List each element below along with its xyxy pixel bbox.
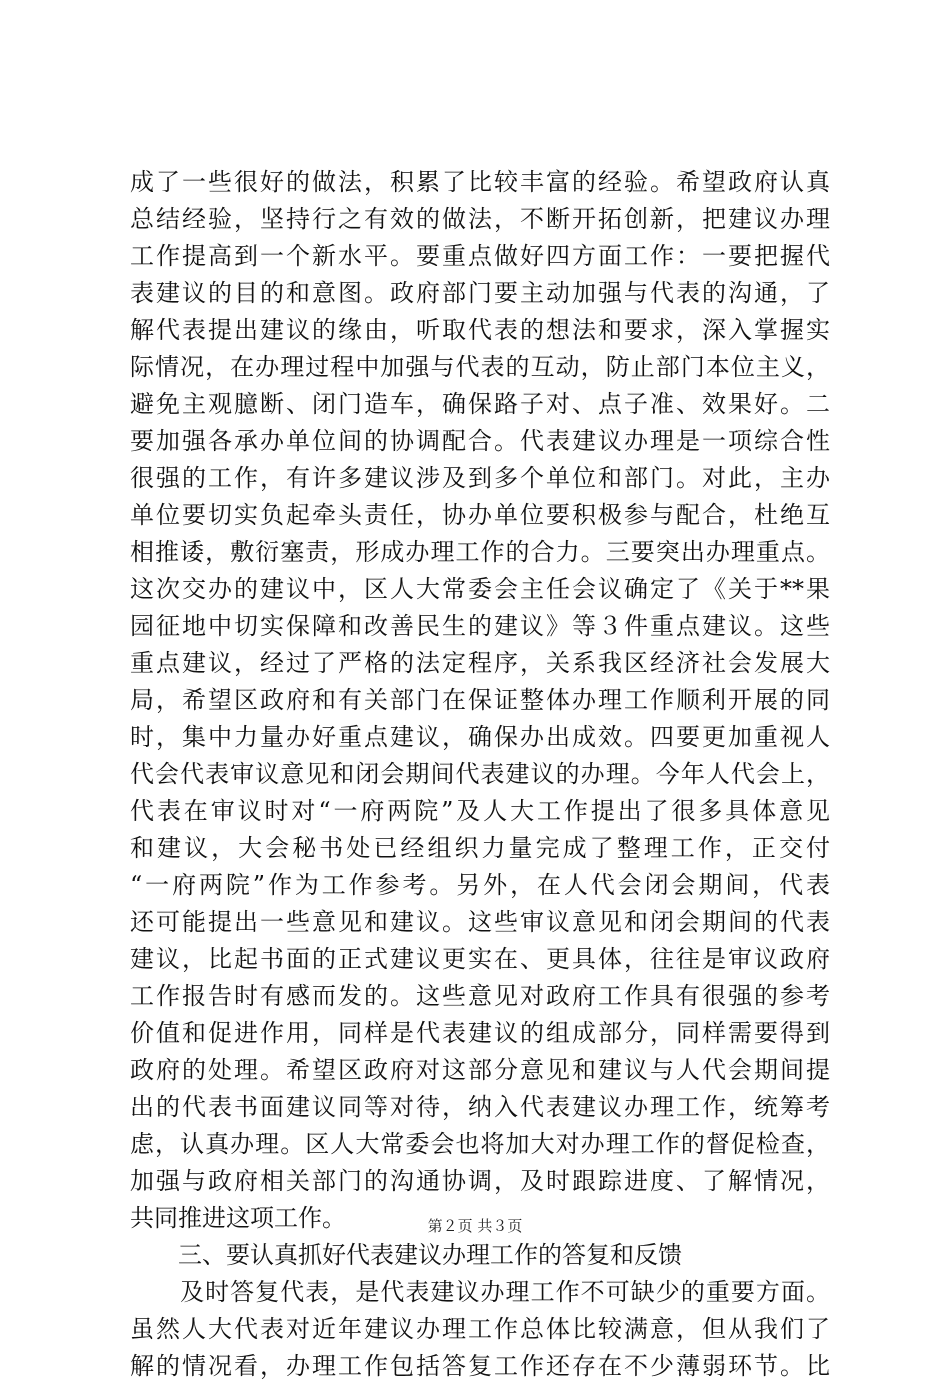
text-line: 单位要切实负起牵头责任，协办单位要积极参与配合，杜绝互 [130, 501, 830, 529]
text-line: 工作报告时有感而发的。这些意见对政府工作具有很强的参考 [130, 982, 830, 1010]
text-line: 及时答复代表，是代表建议办理工作不可缺少的重要方面。 [130, 1278, 830, 1306]
text-line: 相推诿，敷衍塞责，形成办理工作的合力。三要突出办理重点。 [130, 538, 830, 566]
text-line: 虑，认真办理。区人大常委会也将加大对办理工作的督促检查， [130, 1130, 830, 1158]
text-line: 要加强各承办单位间的协调配合。代表建议办理是一项综合性 [130, 427, 830, 455]
text-line: 总结经验，坚持行之有效的做法，不断开拓创新，把建议办理 [130, 205, 830, 233]
text-line: 价值和促进作用，同样是代表建议的组成部分，同样需要得到 [130, 1019, 830, 1047]
text-line: 解代表提出建议的缘由，听取代表的想法和要求，深入掌握实 [130, 316, 830, 344]
text-line: 避免主观臆断、闭门造车，确保路子对、点子准、效果好。二 [130, 390, 830, 418]
text-line: 解的情况看，办理工作包括答复工作还存在不少薄弱环节。比 [130, 1352, 830, 1380]
section-heading: 三、要认真抓好代表建议办理工作的答复和反馈 [130, 1241, 682, 1269]
text-line: 园征地中切实保障和改善民生的建议》等３件重点建议。这些 [130, 612, 830, 640]
text-line: 很强的工作，有许多建议涉及到多个单位和部门。对此，主办 [130, 464, 830, 492]
text-line: 出的代表书面建议同等对待，纳入代表建议办理工作，统筹考 [130, 1093, 830, 1121]
text-line: 成了一些很好的做法，积累了比较丰富的经验。希望政府认真 [130, 168, 830, 196]
text-line: 时，集中力量办好重点建议，确保办出成效。四要更加重视人 [130, 723, 830, 751]
text-line: 加强与政府相关部门的沟通协调，及时跟踪进度、了解情况， [130, 1167, 830, 1195]
text-line: 重点建议，经过了严格的法定程序，关系我区经济社会发展大 [130, 649, 830, 677]
text-line: 这次交办的建议中，区人大常委会主任会议确定了《关于**果 [130, 575, 830, 603]
text-line: 局，希望区政府和有关部门在保证整体办理工作顺利开展的同 [130, 686, 830, 714]
text-line: 和建议，大会秘书处已经组织力量完成了整理工作，正交付 [130, 834, 830, 862]
document-body [130, 164, 830, 1385]
text-line: 工作提高到一个新水平。要重点做好四方面工作：一要把握代 [130, 242, 830, 270]
text-line: “一府两院”作为工作参考。另外，在人代会闭会期间，代表 [130, 871, 830, 899]
text-line: 政府的处理。希望区政府对这部分意见和建议与人代会期间提 [130, 1056, 830, 1084]
text-line: 代表在审议时对“一府两院”及人大工作提出了很多具体意见 [130, 797, 830, 825]
text-line: 共同推进这项工作。 [130, 1204, 346, 1232]
text-line: 代会代表审议意见和闭会期间代表建议的办理。今年人代会上， [130, 760, 830, 788]
page-number: 第２页 共３页 [427, 1217, 523, 1235]
text-line: 还可能提出一些意见和建议。这些审议意见和闭会期间的代表 [130, 908, 830, 936]
text-line: 建议，比起书面的正式建议更实在、更具体，往往是审议政府 [130, 945, 830, 973]
text-line: 表建议的目的和意图。政府部门要主动加强与代表的沟通，了 [130, 279, 830, 307]
text-line: 际情况，在办理过程中加强与代表的互动，防止部门本位主义， [130, 353, 830, 381]
text-line: 虽然人大代表对近年建议办理工作总体比较满意，但从我们了 [130, 1315, 830, 1343]
